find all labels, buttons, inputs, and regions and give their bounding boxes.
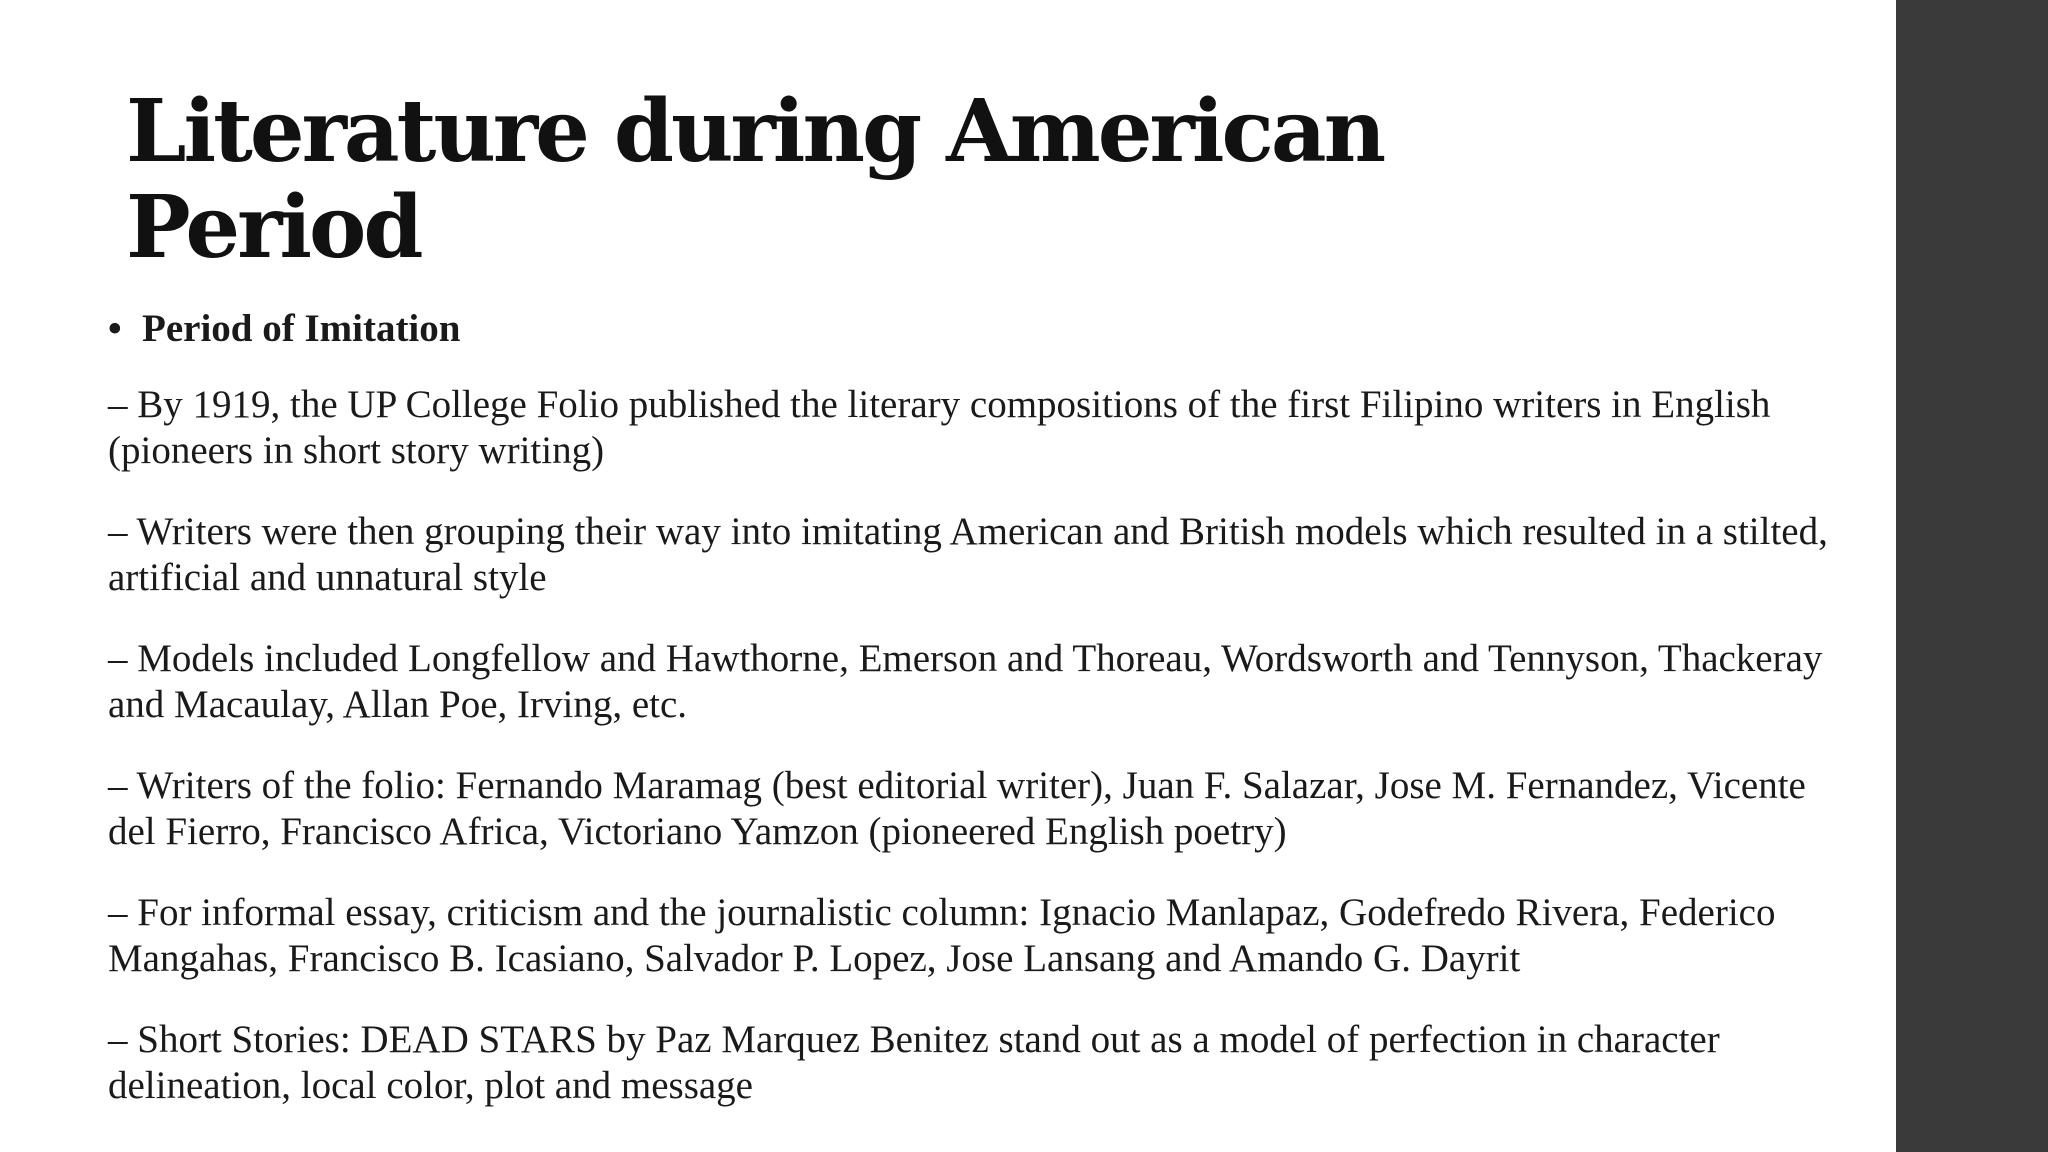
paragraph-folio-writers: – Writers of the folio: Fernando Maramag (best editorial writer), Juan F. Salazar, Jose M. Fernandez, Vicente del Fierro, Francisco Africa, Victoriano Yamzon (pioneered English poetry) xyxy=(108,764,1806,853)
side-bar xyxy=(1896,0,2048,1152)
slide-title xyxy=(126,81,1526,278)
bullet-heading xyxy=(108,306,1848,352)
slide-title-line-1: Literature during American xyxy=(126,81,1384,182)
paragraph-short-stories: – Short Stories: DEAD STARS by Paz Marquez Benitez stand out as a model of perfection in character delineation, local color, plot and message xyxy=(108,1018,1720,1107)
paragraph-imitation-style: – Writers were then grouping their way into imitating American and British models which resulted in a stilted, artificial and unnatural style xyxy=(108,510,1828,599)
slide-body xyxy=(108,306,1848,1144)
slide-title-line-2: Period xyxy=(126,177,421,278)
bullet-heading-text: Period of Imitation xyxy=(142,307,461,350)
bullet-dot-icon: • xyxy=(108,307,122,350)
paragraph-essay-writers: – For informal essay, criticism and the journalistic column: Ignacio Manlapaz, Godefredo Rivera, Federico Mangahas, Francisco B. Icasiano, Salvador P. Lopez, Jose Lansang and Amando G. Dayrit xyxy=(108,891,1776,980)
paragraph-folio-1919: – By 1919, the UP College Folio published the literary compositions of the first Filipino writers in English (pioneers in short story writing) xyxy=(108,383,1771,472)
paragraph-models: – Models included Longfellow and Hawthorne, Emerson and Thoreau, Wordsworth and Tennyson, Thackeray and Macaulay, Allan Poe, Irving, etc. xyxy=(108,637,1823,726)
